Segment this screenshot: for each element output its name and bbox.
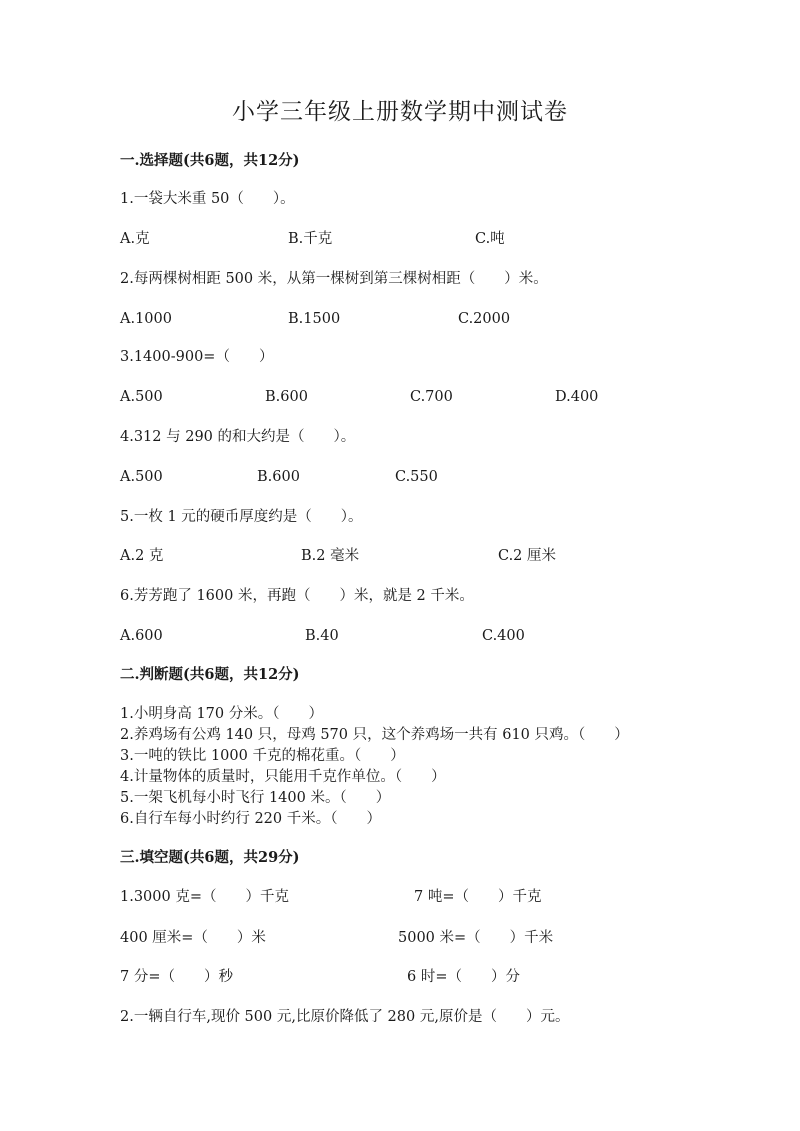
section-header-fill-blank: 三.填空题(共6题，共29分) (120, 849, 300, 866)
question-3-option-a: A.500 (120, 389, 163, 405)
question-3-option-b: B.600 (265, 389, 308, 405)
question-4-option-a: A.500 (120, 469, 163, 485)
fill-row-2-right: 5000 米=（ ）千米 (398, 930, 554, 946)
question-1-option-b: B.千克 (288, 231, 333, 247)
fill-row-3-left: 7 分=（ ）秒 (120, 969, 233, 985)
question-2-option-c: C.2000 (458, 311, 511, 327)
question-5-option-a: A.2 克 (120, 548, 164, 564)
judge-item-1: 1.小明身高 170 分米。（ ） (120, 706, 323, 722)
question-6: 6.芳芳跑了 1600 米，再跑（ ）米，就是 2 千米。 (120, 588, 474, 604)
page-title: 小学三年级上册数学期中测试卷 (232, 99, 568, 125)
question-2-option-b: B.1500 (288, 311, 341, 327)
question-6-option-c: C.400 (482, 628, 525, 644)
question-2-option-a: A.1000 (120, 311, 172, 327)
section-header-true-false: 二.判断题(共6题，共12分) (120, 666, 300, 683)
question-4: 4.312 与 290 的和大约是（ ）。 (120, 429, 356, 445)
question-5-option-b: B.2 毫米 (301, 548, 360, 564)
question-4-option-c: C.550 (395, 469, 438, 485)
fill-row-2-left: 400 厘米=（ ）米 (120, 930, 266, 946)
fill-row-1-left: 1.3000 克=（ ）千克 (120, 889, 289, 905)
judge-item-2: 2.养鸡场有公鸡 140 只，母鸡 570 只，这个养鸡场一共有 610 只鸡。（ ） (120, 727, 629, 743)
fill-row-3-right: 6 时=（ ）分 (407, 969, 520, 985)
judge-item-4: 4.计量物体的质量时，只能用千克作单位。（ ） (120, 769, 446, 785)
question-5-option-c: C.2 厘米 (498, 548, 557, 564)
question-6-option-a: A.600 (120, 628, 163, 644)
question-6-option-b: B.40 (305, 628, 339, 644)
question-2: 2.每两棵树相距 500 米，从第一棵树到第三棵树相距（ ）米。 (120, 271, 548, 287)
judge-item-6: 6.自行车每小时约行 220 千米。（ ） (120, 811, 381, 827)
question-3: 3.1400-900=（ ） (120, 349, 274, 365)
question-5: 5.一枚 1 元的硬币厚度约是（ ）。 (120, 509, 363, 525)
question-1: 1.一袋大米重 50（ ）。 (120, 191, 295, 207)
judge-item-3: 3.一吨的铁比 1000 千克的棉花重。（ ） (120, 748, 405, 764)
fill-question-2: 2.一辆自行车,现价 500 元,比原价降低了 280 元,原价是（ ）元。 (120, 1009, 570, 1025)
fill-row-1-right: 7 吨=（ ）千克 (414, 889, 542, 905)
judge-item-5: 5.一架飞机每小时飞行 1400 米。（ ） (120, 790, 391, 806)
question-3-option-c: C.700 (410, 389, 453, 405)
section-header-choice: 一.选择题(共6题，共12分) (120, 152, 300, 169)
question-4-option-b: B.600 (257, 469, 300, 485)
question-1-option-c: C.吨 (475, 231, 505, 247)
question-1-option-a: A.克 (120, 231, 150, 247)
question-3-option-d: D.400 (555, 389, 599, 405)
